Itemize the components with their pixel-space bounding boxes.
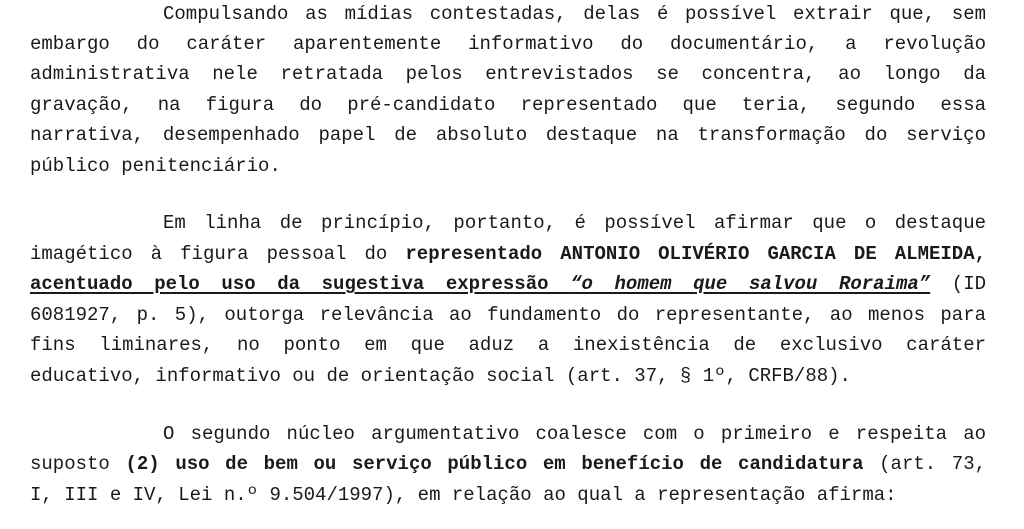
p2-line-4: 6081927, p. 5), outorga relevância ao fundamento do representante, ao menos para: [30, 304, 986, 326]
p3-line-3: I, III e IV, Lei n.º 9.504/1997), em relação ao qual a representação afirma:: [30, 484, 897, 506]
p3-line-1: O segundo núcleo argumentativo coalesce com o primeiro e respeita ao: [163, 423, 986, 445]
p3-line-2: suposto (2) uso de bem ou serviço público em benefício de candidatura (art. 73,: [30, 453, 986, 475]
representado-name-bold: representado ANTONIO OLIVÉRIO GARCIA DE ALMEIDA,: [405, 243, 986, 265]
p1-line-3: administrativa nele retratada pelos entrevistados se concentra, ao longo da: [30, 63, 986, 85]
p1-line-4: gravação, na figura do pré-candidato representado que teria, segundo essa: [30, 94, 986, 116]
bold-clause: (2) uso de bem ou serviço público em benefício de candidatura: [125, 453, 864, 475]
p2-line-6: educativo, informativo ou de orientação social (art. 37, § 1º, CRFB/88).: [30, 365, 851, 387]
quoted-expression: “o homem que salvou Roraima”: [570, 273, 931, 295]
p1-line-5: narrativa, desempenhado papel de absoluto destaque na transformação do serviço: [30, 124, 986, 146]
p1-line-2: embargo do caráter aparentemente informativo do documentário, a revolução: [30, 33, 986, 55]
p2-line-2: imagético à figura pessoal do representado ANTONIO OLIVÉRIO GARCIA DE ALMEIDA,: [30, 243, 986, 265]
p2-line-5: fins liminares, no ponto em que aduz a inexistência de exclusivo caráter: [30, 334, 986, 356]
p2-line-3: acentuado pelo uso da sugestiva expressão “o homem que salvou Roraima” (ID: [30, 273, 986, 295]
p1-line-6: público penitenciário.: [30, 155, 281, 177]
p1-line-1: Compulsando as mídias contestadas, delas é possível extrair que, sem: [163, 3, 986, 25]
emphasis-underlined: acentuado pelo uso da sugestiva expressão: [30, 273, 571, 295]
p2-line-1: Em linha de princípio, portanto, é possível afirmar que o destaque: [163, 212, 986, 234]
